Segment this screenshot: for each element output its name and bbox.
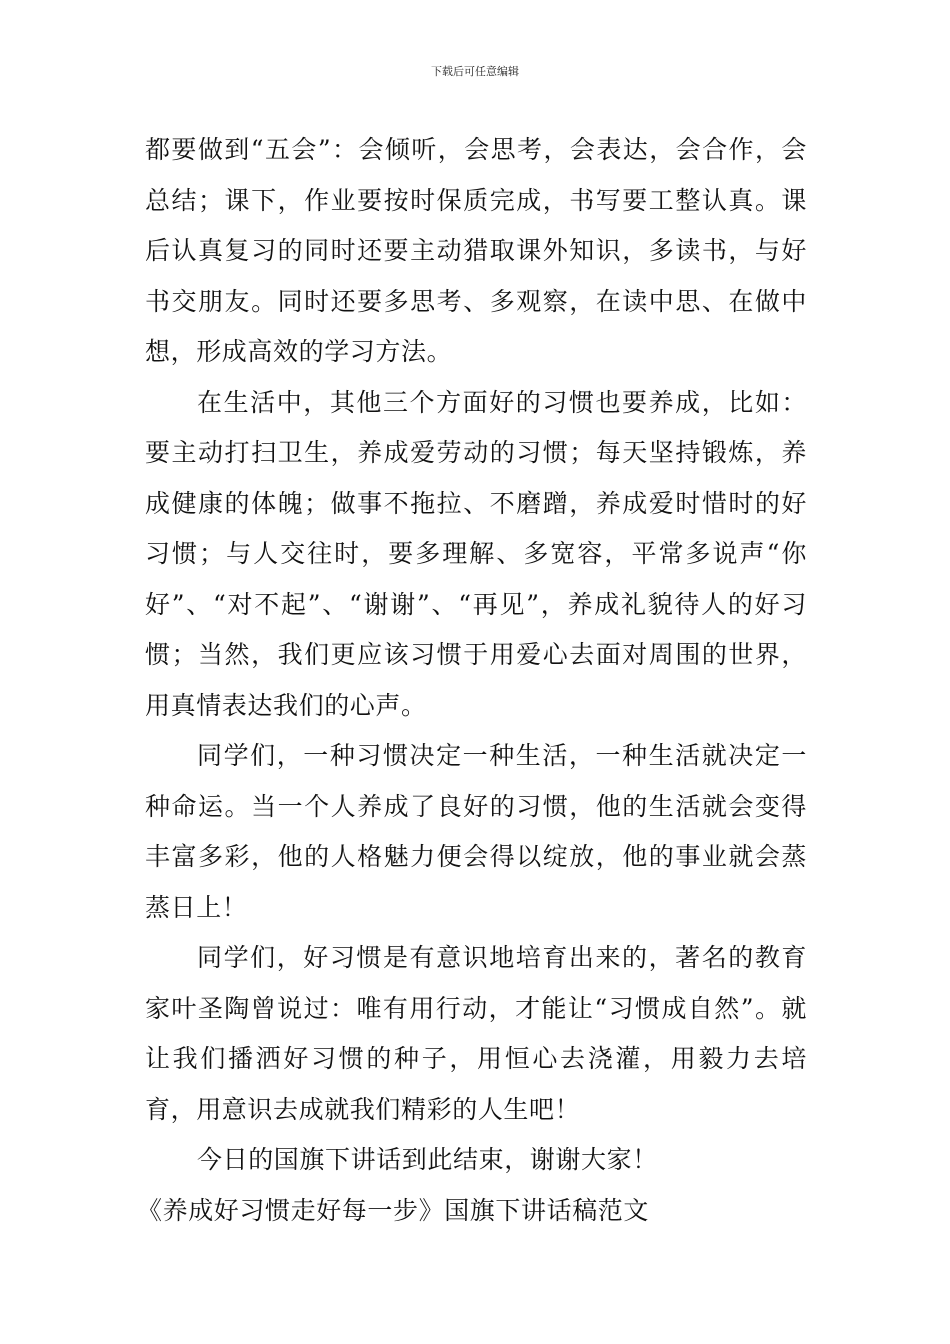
paragraph-habit-destiny: 同学们，一种习惯决定一种生活，一种生活就决定一种命运。当一个人养成了良好的习惯，他的生活就会变得丰富多彩，他的人格魅力便会得以绽放，他的事业就会蒸蒸日上！	[145, 741, 807, 922]
paragraph-study-habits: 都要做到“五会”：会倾听，会思考，会表达，会合作，会总结；课下，作业要按时保质完成，书写要工整认真。课后认真复习的同时还要主动猎取课外知识，多读书，与好书交朋友。同时还要多思考、多观察，在读中思、在做中想，形成高效的学习方法。	[145, 135, 807, 366]
page-header: 下载后可任意编辑	[431, 65, 519, 78]
paragraph-life-habits: 在生活中，其他三个方面好的习惯也要养成，比如：要主动打扫卫生，养成爱劳动的习惯；每天坚持锻炼，养成健康的体魄；做事不拖拉、不磨蹭，养成爱时惜时的好习惯；与人交往时，要多理解、多宽容，平常多说声“你好”、“对不起”、“谢谢”、“再见”，养成礼貌待人的好习惯；当然，我们更应该习惯于用爱心去面对周围的世界，用真情表达我们的心声。	[145, 387, 807, 720]
paragraph-cultivate-habits: 同学们，好习惯是有意识地培育出来的，著名的教育家叶圣陶曾说过：唯有用行动，才能让“习惯成自然”。就让我们播洒好习惯的种子，用恒心去浇灌，用毅力去培育，用意识去成就我们精彩的人生吧！	[145, 943, 807, 1124]
paragraph-closing: 今日的国旗下讲话到此结束，谢谢大家！	[197, 1145, 658, 1174]
next-article-title: 《养成好习惯走好每一步》国旗下讲话稿范文	[137, 1195, 650, 1225]
document-body	[137, 125, 807, 1236]
